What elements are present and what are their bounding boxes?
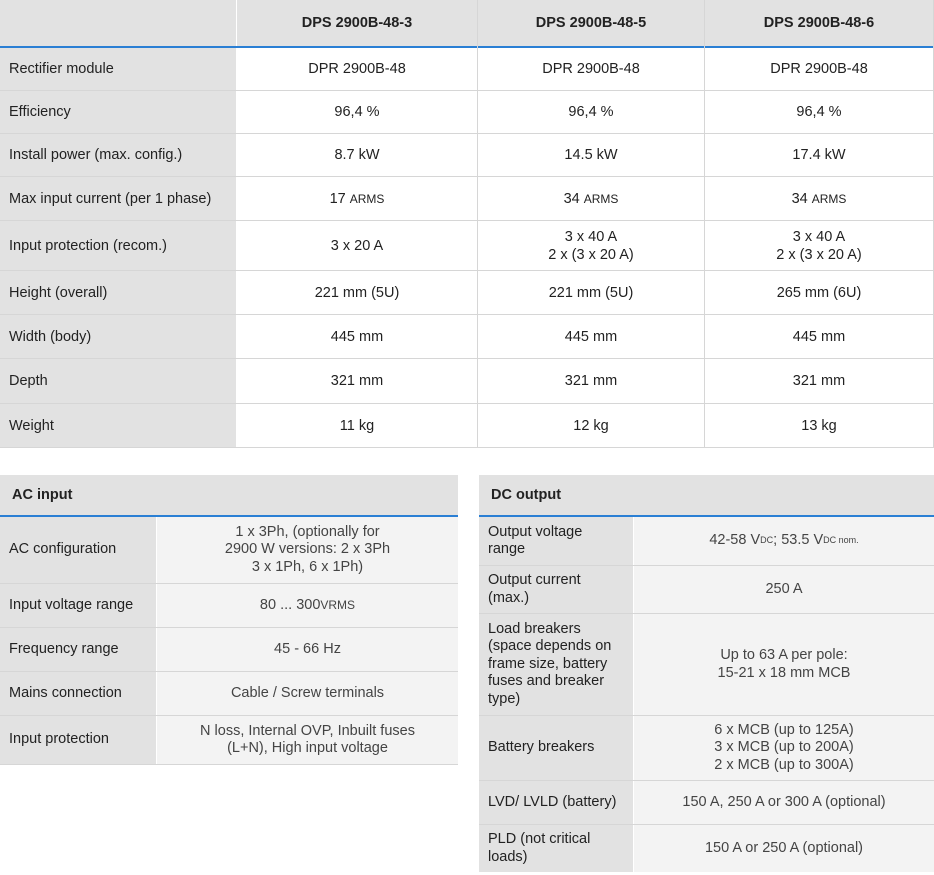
row-label: Install power (max. config.) — [0, 134, 236, 176]
column-header: DPS 2900B-48-3 — [237, 0, 477, 46]
cell: 221 mm (5U) — [237, 271, 477, 314]
section-title: AC input — [0, 475, 458, 515]
cell: 321 mm — [705, 359, 933, 403]
cell: 265 mm (6U) — [705, 271, 933, 314]
row-label: Depth — [0, 359, 236, 403]
cell: 34 ARMS — [705, 177, 933, 220]
cell: 17.4 kW — [705, 134, 933, 176]
table-row — [0, 628, 458, 671]
row-label: PLD (not critical loads) — [479, 825, 633, 872]
unit: ARMS — [811, 191, 847, 206]
cell: 3 x 20 A — [237, 221, 477, 270]
cell: 445 mm — [478, 315, 704, 358]
table-row — [0, 134, 934, 176]
cell: Cable / Screw terminals — [157, 672, 458, 715]
cell: 150 A or 250 A (optional) — [634, 825, 934, 872]
table-row — [0, 584, 458, 627]
column-divider — [704, 0, 705, 447]
cell: 14.5 kW — [478, 134, 704, 176]
row-divider — [0, 764, 458, 765]
cell: 96,4 % — [478, 91, 704, 133]
cell: 321 mm — [478, 359, 704, 403]
column-header: DPS 2900B-48-5 — [478, 0, 704, 46]
cell: 250 A — [634, 566, 934, 613]
row-label: Width (body) — [0, 315, 236, 358]
cell: 45 - 66 Hz — [157, 628, 458, 671]
cell: 34 ARMS — [478, 177, 704, 220]
row-label: Input protection (recom.) — [0, 221, 236, 270]
cell: 8.7 kW — [237, 134, 477, 176]
table-row — [0, 315, 934, 358]
cell: 17 ARMS — [237, 177, 477, 220]
table-row — [0, 177, 934, 220]
cell: 6 x MCB (up to 125A) 3 x MCB (up to 200A) 2 x MCB (up to 300A) — [634, 716, 934, 780]
cell: 1 x 3Ph, (optionally for 2900 W versions: 2 x 3Ph 3 x 1Ph, 6 x 1Ph) — [157, 517, 458, 583]
row-divider — [0, 133, 934, 134]
cell: Up to 63 A per pole: 15-21 x 18 mm MCB — [634, 614, 934, 715]
table-row — [0, 716, 458, 764]
cell: 96,4 % — [705, 91, 933, 133]
table-row — [0, 221, 934, 270]
row-label: Battery breakers — [479, 716, 633, 780]
table-row — [0, 271, 934, 314]
row-label: Output voltage range — [479, 517, 633, 565]
row-label: Frequency range — [0, 628, 156, 671]
row-label: Output current (max.) — [479, 566, 633, 613]
row-label: Load breakers (space depends on frame size, battery fuses and breaker type) — [479, 614, 633, 715]
row-divider — [0, 176, 934, 177]
row-label: LVD/ LVLD (battery) — [479, 781, 633, 824]
row-divider — [0, 447, 934, 448]
table-row — [479, 517, 934, 565]
cell: DPR 2900B-48 — [705, 48, 933, 90]
table-row — [0, 404, 934, 447]
table-row — [0, 48, 934, 90]
table-row — [0, 672, 458, 715]
table-row — [0, 517, 458, 583]
row-label: Weight — [0, 404, 236, 447]
cell: DPR 2900B-48 — [237, 48, 477, 90]
table-row — [0, 359, 934, 403]
row-divider — [0, 403, 934, 404]
cell: 13 kg — [705, 404, 933, 447]
cell: 221 mm (5U) — [478, 271, 704, 314]
row-label: Max input current (per 1 phase) — [0, 177, 236, 220]
cell: 11 kg — [237, 404, 477, 447]
row-label: Height (overall) — [0, 271, 236, 314]
unit: ARMS — [349, 191, 385, 206]
table-row — [479, 716, 934, 780]
cell: DPR 2900B-48 — [478, 48, 704, 90]
row-label: AC configuration — [0, 517, 156, 583]
row-divider — [0, 220, 934, 221]
cell: N loss, Internal OVP, Inbuilt fuses (L+N), High input voltage — [157, 716, 458, 764]
cell: 42-58 V DC ; 53.5 V DC nom. — [634, 517, 934, 565]
cell: 321 mm — [237, 359, 477, 403]
column-header: DPS 2900B-48-6 — [705, 0, 933, 46]
header-corner — [0, 0, 236, 46]
table-row — [479, 566, 934, 613]
cell: 3 x 40 A 2 x (3 x 20 A) — [705, 221, 933, 270]
row-label: Input protection — [0, 716, 156, 764]
cell: 3 x 40 A 2 x (3 x 20 A) — [478, 221, 704, 270]
row-divider — [0, 358, 934, 359]
row-divider — [0, 90, 934, 91]
row-divider — [0, 314, 934, 315]
row-label: Rectifier module — [0, 48, 236, 90]
row-label: Input voltage range — [0, 584, 156, 627]
table-row — [479, 781, 934, 824]
section-title: DC output — [479, 475, 934, 515]
cell: 150 A, 250 A or 300 A (optional) — [634, 781, 934, 824]
unit: VRMS — [320, 597, 356, 612]
row-label: Mains connection — [0, 672, 156, 715]
table-row — [479, 614, 934, 715]
cell: 80 ... 300 VRMS — [157, 584, 458, 627]
unit: ARMS — [583, 191, 619, 206]
cell: 445 mm — [237, 315, 477, 358]
cell: 96,4 % — [237, 91, 477, 133]
column-divider — [477, 0, 478, 447]
cell: 12 kg — [478, 404, 704, 447]
table-row — [0, 91, 934, 133]
row-divider — [0, 270, 934, 271]
cell: 445 mm — [705, 315, 933, 358]
row-label: Efficiency — [0, 91, 236, 133]
table-row — [479, 825, 934, 872]
